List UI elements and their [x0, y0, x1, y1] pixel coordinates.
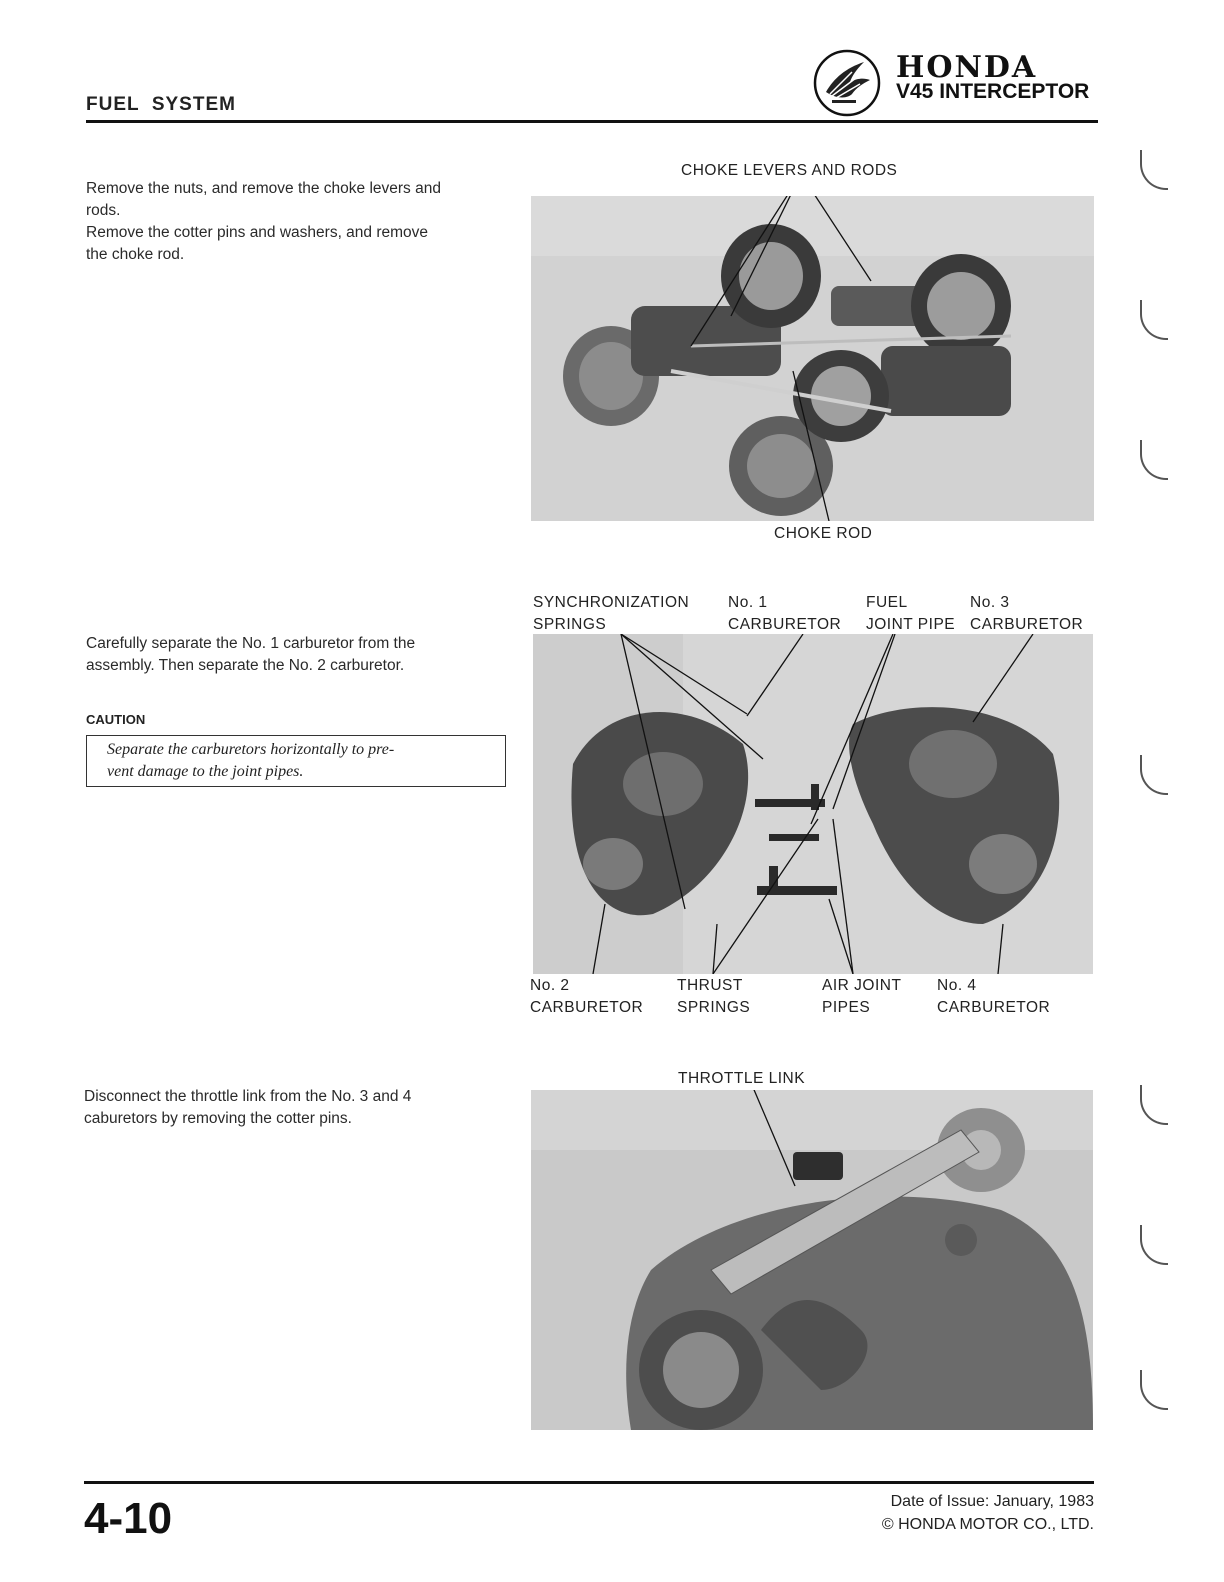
caution-line: Separate the carburetors horizontally to pre-	[107, 741, 395, 758]
label-line: No. 3	[970, 594, 1010, 611]
copyright: © HONDA MOTOR CO., LTD.	[881, 1516, 1094, 1533]
binder-hole-mark	[1140, 755, 1168, 795]
page-number: 4-10	[84, 1494, 173, 1543]
header-rule	[86, 120, 1098, 123]
text-line: Disconnect the throttle link from the No. 3 and 4	[84, 1088, 412, 1105]
label-line: THRUST	[677, 977, 743, 994]
label-fuel-joint-pipe	[866, 592, 955, 636]
brand-name: HONDA	[896, 50, 1038, 85]
brand-model: V45 INTERCEPTOR	[896, 80, 1090, 103]
label-line: No. 2	[530, 977, 570, 994]
step-2-text	[86, 633, 506, 677]
caution-box	[86, 735, 506, 787]
label-choke-rod: CHOKE ROD	[774, 525, 873, 542]
label-no4-carburetor	[937, 975, 1050, 1019]
label-no3-carburetor	[970, 592, 1083, 636]
binder-hole-mark	[1140, 1085, 1168, 1125]
label-line: SYNCHRONIZATION	[533, 594, 690, 611]
label-throttle-link: THROTTLE LINK	[678, 1070, 806, 1087]
section-title: FUEL SYSTEM	[86, 94, 236, 115]
text-line: Remove the nuts, and remove the choke levers and	[86, 180, 441, 197]
label-choke-levers-and-rods: CHOKE LEVERS AND RODS	[681, 162, 898, 179]
text-line: assembly. Then separate the No. 2 carburetor.	[86, 657, 405, 674]
text-line: Remove the cotter pins and washers, and remove	[86, 224, 429, 241]
label-no2-carburetor	[530, 975, 643, 1019]
binder-hole-mark	[1140, 1225, 1168, 1265]
label-line: CARBURETOR	[937, 999, 1051, 1016]
binder-hole-mark	[1140, 440, 1168, 480]
text-line: rods.	[86, 202, 121, 219]
honda-wing-icon	[812, 48, 882, 118]
label-line: No. 1	[728, 594, 768, 611]
photo-separated-carburetors	[533, 634, 1093, 974]
binder-hole-mark	[1140, 150, 1168, 190]
label-synchronization-springs	[533, 592, 689, 636]
label-line: SPRINGS	[677, 999, 751, 1016]
binder-hole-mark	[1140, 300, 1168, 340]
label-no1-carburetor	[728, 592, 841, 636]
binder-hole-mark	[1140, 1370, 1168, 1410]
photo-throttle-link	[531, 1090, 1093, 1430]
label-line: CARBURETOR	[728, 616, 842, 633]
label-line: CARBURETOR	[970, 616, 1084, 633]
step-1-text	[86, 178, 506, 266]
label-line: AIR JOINT	[822, 977, 902, 994]
label-air-joint-pipes	[822, 975, 901, 1019]
label-line: PIPES	[822, 999, 871, 1016]
label-line: CARBURETOR	[530, 999, 644, 1016]
label-thrust-springs	[677, 975, 750, 1019]
photo-carburetor-assembly	[531, 196, 1094, 521]
caution-line: vent damage to the joint pipes.	[107, 763, 304, 780]
label-line: JOINT PIPE	[866, 616, 956, 633]
text-line: Carefully separate the No. 1 carburetor from the	[86, 635, 416, 652]
footer-rule	[84, 1481, 1094, 1484]
label-line: No. 4	[937, 977, 977, 994]
step-3-text	[84, 1086, 504, 1130]
text-line: caburetors by removing the cotter pins.	[84, 1110, 352, 1127]
text-line: the choke rod.	[86, 246, 185, 263]
label-line: FUEL	[866, 594, 908, 611]
date-of-issue: Date of Issue: January, 1983	[890, 1493, 1094, 1510]
caution-label: CAUTION	[86, 712, 146, 727]
label-line: SPRINGS	[533, 616, 607, 633]
